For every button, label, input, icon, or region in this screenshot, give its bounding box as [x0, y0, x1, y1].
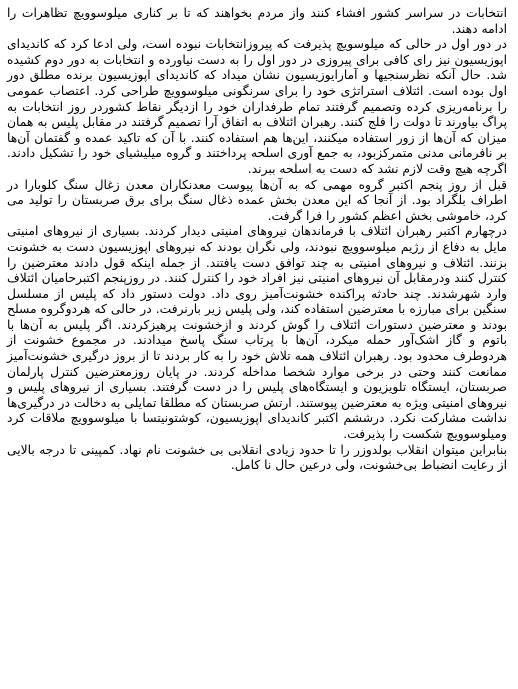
document-page	[7, 6, 507, 474]
paragraph-kolubara-miners: قبل از روز پنجم اکتبر گروه مهمی که به آن‌ها پیوست معدنکاران معدن زغال سنگ کلوبارا در اطراف بلگراد بود. از آنجا که این معدن بخش عمده ذغال سنگ برای برق صربستان را تولید می کرد، خاموشی بخش اعظم کشور را فرا گرفت.	[7, 177, 507, 223]
paragraph-october-events: درچهارم اکتبر رهبران ائتلاف با فرماندهان نیروهای امنیتی دیدار کردند. بسیاری از نیروهای امنیتی مایل به دفاع از رژیم میلوسوویچ نبودند، ولی نگران بودند که نیروهای اپوزیسیون دست به خشونت بزنند. ائتلاف و نیروهای امنیتی به چند توافق دست یافتند. از جمله اینکه قول دادند معترضین را کنترل کنند ودرمقابل آن نیروهای امنیتی نیز افراد خود را کنترل کنند. در روزپنجم اکتبرحامیان ائتلاف وارد شهرشدند. چند حادثه پراکنده خشونت‌آمیز روی داد. دولت دستور داد که پلیس از مسلسل سنگین برای مبارزه با معترضین استفاده کند، ولی پلیس زیر بارنرفت. در حالی که هردوگروه مسلح بودند و معترضین دستورات ائتلاف را گوش کردند و ازخشونت پرهیزکردند. اگر پلیس به آن‌ها با باتوم و گاز اشک‌آور حمله میکرد، آن‌ها با پرتاب سنگ پاسخ میدادند. در مجموع خشونت از هردوطرف محدود بود. رهبران ائتلاف همه تلاش خود را به کار بردند تا از بروز درگیری خشونت‌آمیز ممانعت کنند وحتی در برخی موارد شخصا مداخله کردند. در پایان روزمعترضین کنترل پارلمان صربستان، ایستگاه تلویزیون و ایستگاه‌های پلیس را در دست گرفتند. بسیاری از نیروهای پلیس و نیروهای امنیتی ویژه به معترضین پیوستند. ارتش صربستان که مطلقا تمایلی به دخالت در درگیری‌ها نداشت مشارکت نکرد. درششم اکتبر کاندیدای اپوزیسیون، کوشتونیتسا با میلوسوویچ ملاقات کرد ومیلوسوویچ شکست را پذیرفت.	[7, 224, 507, 442]
paragraph-conclusion: بنابراین میتوان انقلاب بولدوزر را تا حدود زیادی انقلابی بی خشونت نام نهاد. کمپینی تا درجه بالایی از رعایت انضباط بی‌خشونت، ولی درعین حال نا کامل.	[7, 442, 507, 473]
paragraph-intro-end: انتخابات در سراسر کشور افشاء کنند واز مردم بخواهند که تا بر کناری میلوسوویچ تظاهرات را ادامه دهند.	[7, 6, 507, 36]
paragraph-first-round: در دور اول در حالی که میلوسویچ پذیرفت که پیروزانتخابات نبوده است، ولی ادعا کرد که کاندیدای اپوزیسیون نیز رای کافی برای پیروزی در دور اول را به دست نیاورده و انتخابات به دور دوم کشیده شد. حال آنکه نظرسنجیها و آمارایوزیسیون نشان میداد که کاندیدای اپوزیسیون برنده مطلق دور اول بوده است. ائتلاف استراتژی خود را برای سرنگونی میلوسوویچ طراحی کرد. اعتصاب عمومی را برنامه‌ریزی کرده وتصمیم گرفتند تمام طرفداران خود را ازدیگر نقاط کشوردر روز انتخابات به پراگ بیاورند تا دولت را فلج کنند. رهبران ائتلاف به اتفاق آرا تصمیم گرفتند در مقابل پلیس به همان میزان که آن‌ها از زور استفاده میکنند، این‌ها هم استفاده کنند. با آن که تاکید عمده و گفتمان آن‌ها بر نافرمانی مدنی متمرکزبود، به جمع آوری اسلحه پرداختند و گروه میلیشیای خود را تشکیل دادند. اگرچه هیچ وقت لازم نشد که دست به اسلحه ببرند.	[7, 37, 507, 176]
